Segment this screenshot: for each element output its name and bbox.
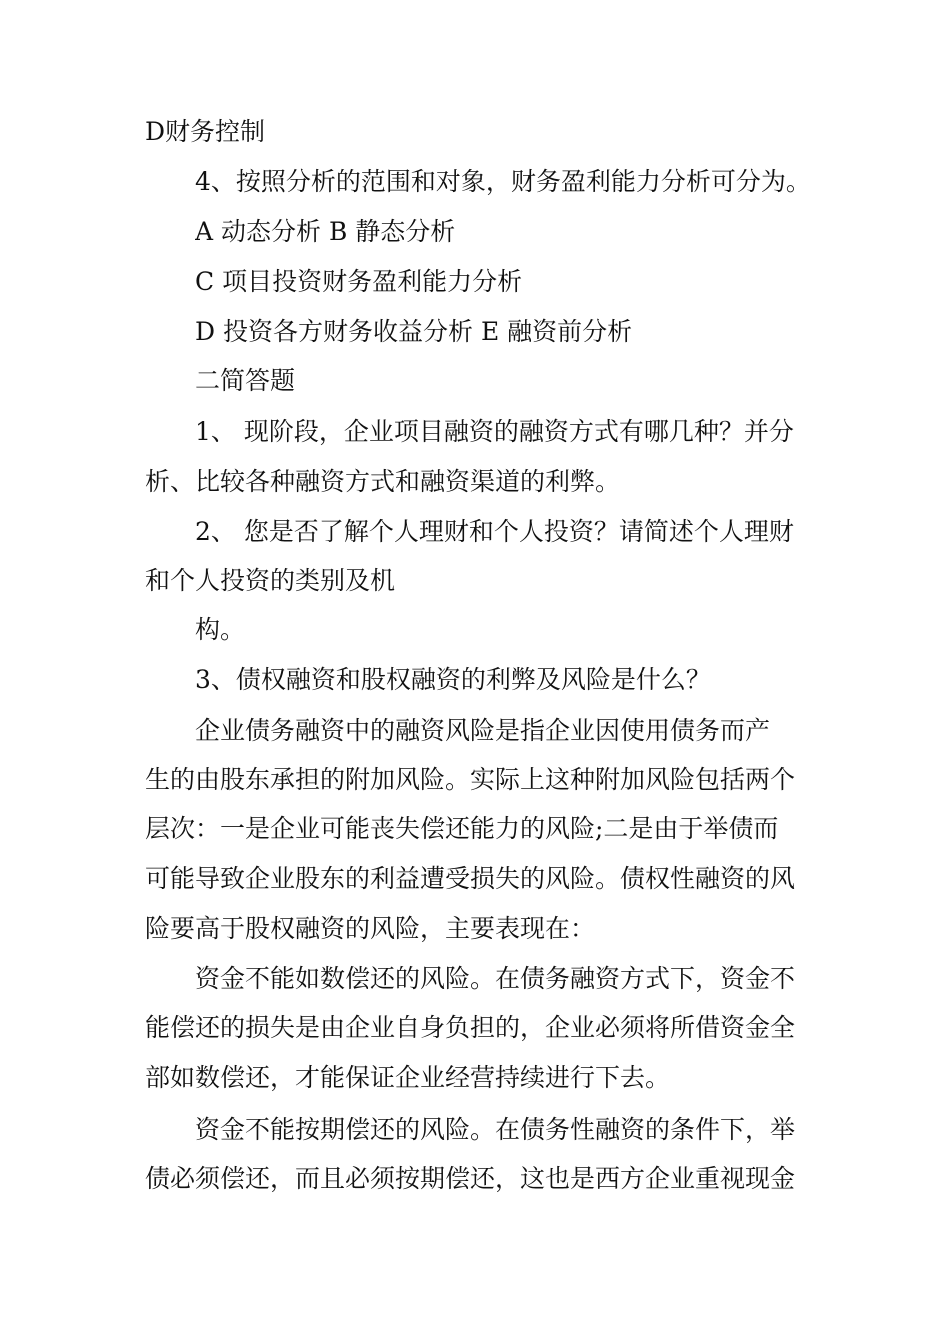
text-line-7: 1、 现阶段，企业项目融资的融资方式有哪几种？并分: [195, 417, 794, 446]
text-line-1: D财务控制: [145, 117, 266, 146]
text-line-21: 资金不能按期偿还的风险。在债务性融资的条件下，举: [195, 1115, 796, 1144]
text-line-22: 债必须偿还，而且必须按期偿还，这也是西方企业重视现金: [145, 1164, 796, 1193]
section-heading: 二简答题: [195, 366, 296, 395]
text-line-16: 可能导致企业股东的利益遭受损失的风险。债权性融资的风: [145, 864, 796, 893]
text-line-17: 险要高于股权融资的风险，主要表现在：: [145, 914, 596, 943]
text-line-9: 2、 您是否了解个人理财和个人投资？请简述个人理财: [195, 517, 794, 546]
text-line-5: D 投资各方财务收益分析 E 融资前分析: [195, 317, 633, 346]
text-line-14: 生的由股东承担的附加风险。实际上这种附加风险包括两个: [145, 765, 796, 794]
text-line-13: 企业债务融资中的融资风险是指企业因使用债务而产: [195, 716, 771, 745]
text-line-11: 构。: [195, 615, 246, 644]
text-line-20: 部如数偿还，才能保证企业经营持续进行下去。: [145, 1063, 671, 1092]
text-line-4: C 项目投资财务盈利能力分析: [195, 267, 523, 296]
text-line-19: 能偿还的损失是由企业自身负担的，企业必须将所借资金全: [145, 1013, 796, 1042]
text-line-18: 资金不能如数偿还的风险。在债务融资方式下，资金不: [195, 964, 796, 993]
text-line-12: 3、债权融资和股权融资的利弊及风险是什么？: [195, 665, 711, 694]
text-line-8: 析、比较各种融资方式和融资渠道的利弊。: [145, 467, 621, 496]
text-line-2: 4、按照分析的范围和对象，财务盈利能力分析可分为。: [195, 167, 811, 196]
text-line-10: 和个人投资的类别及机: [145, 566, 396, 595]
text-line-3: A 动态分析 B 静态分析: [195, 217, 456, 246]
text-line-15: 层次：一是企业可能丧失偿还能力的风险;二是由于举债而: [145, 814, 779, 843]
